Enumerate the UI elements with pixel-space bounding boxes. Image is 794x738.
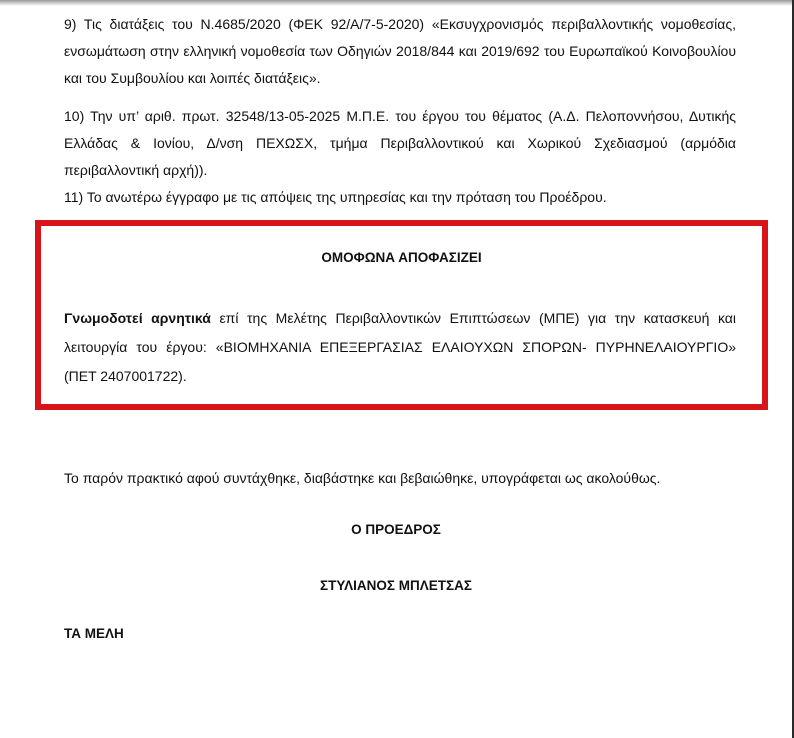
decision-title: ΟΜΟΦΩΝΑ ΑΠΟΦΑΣΙΖΕΙ [321, 250, 482, 265]
president-title: Ο ΠΡΟΕΔΡΟΣ [351, 522, 441, 537]
list-item-11: 11) Το ανωτέρω έγγραφο με τις απόψεις της υπηρεσίας και την πρόταση του Προέδρου. [64, 189, 607, 205]
list-item-9: 9) Τις διατάξεις του Ν.4685/2020 (ΦΕΚ 92/Α/7-5-2020) «Εκσυγχρονισμός περιβαλλοντικής νομοθεσίας, ενσωμάτωση στην ελληνική νομοθεσία των Οδηγιών 2018/844 και 2019/692 του Ευρωπαϊκού Κοινοβουλίου και του Συμβουλίου και λοιπές διατάξεις». [64, 16, 736, 86]
decision-body: επί της Μελέτης Περιβαλλοντικών Επιπτώσεων (ΜΠΕ) για την κατασκευή και λειτουργία του έργου: «ΒΙΟΜΗΧΑΝΙΑ ΕΠΕΞΕΡΓΑΣΙΑΣ ΕΛΑΙΟΥΧΩΝ ΣΠΟΡΩΝ- ΠΥΡΗΝΕΛΑΙΟΥΡΓΙΟ» (ΠΕΤ 2407001722). [64, 310, 736, 384]
president-name: ΣΤΥΛΙΑΝΟΣ ΜΠΛΕΤΣΑΣ [320, 578, 472, 593]
list-item-10: 10) Την υπ’ αριθ. πρωτ. 32548/13-05-2025 Μ.Π.Ε. του έργου του θέματος (Α.Δ. Πελοποννήσου, Δυτικής Ελλάδας & Ιονίου, Δ/νση ΠΕΧΩΣΧ, τμήμα Περιβαλλοντικού και Χωρικού Σχεδιασμού (αρμόδια περιβαλλοντική αρχή)). [64, 108, 736, 178]
decision-text [64, 304, 736, 391]
decision-highlight-box [35, 220, 768, 410]
members-title: ΤΑ ΜΕΛΗ [64, 626, 124, 641]
closing-statement: Το παρόν πρακτικό αφού συντάχθηκε, διαβάστηκε και βεβαιώθηκε, υπογράφεται ως ακολούθως. [64, 470, 661, 486]
decision-lead: Γνωμοδοτεί αρνητικά [64, 310, 211, 326]
